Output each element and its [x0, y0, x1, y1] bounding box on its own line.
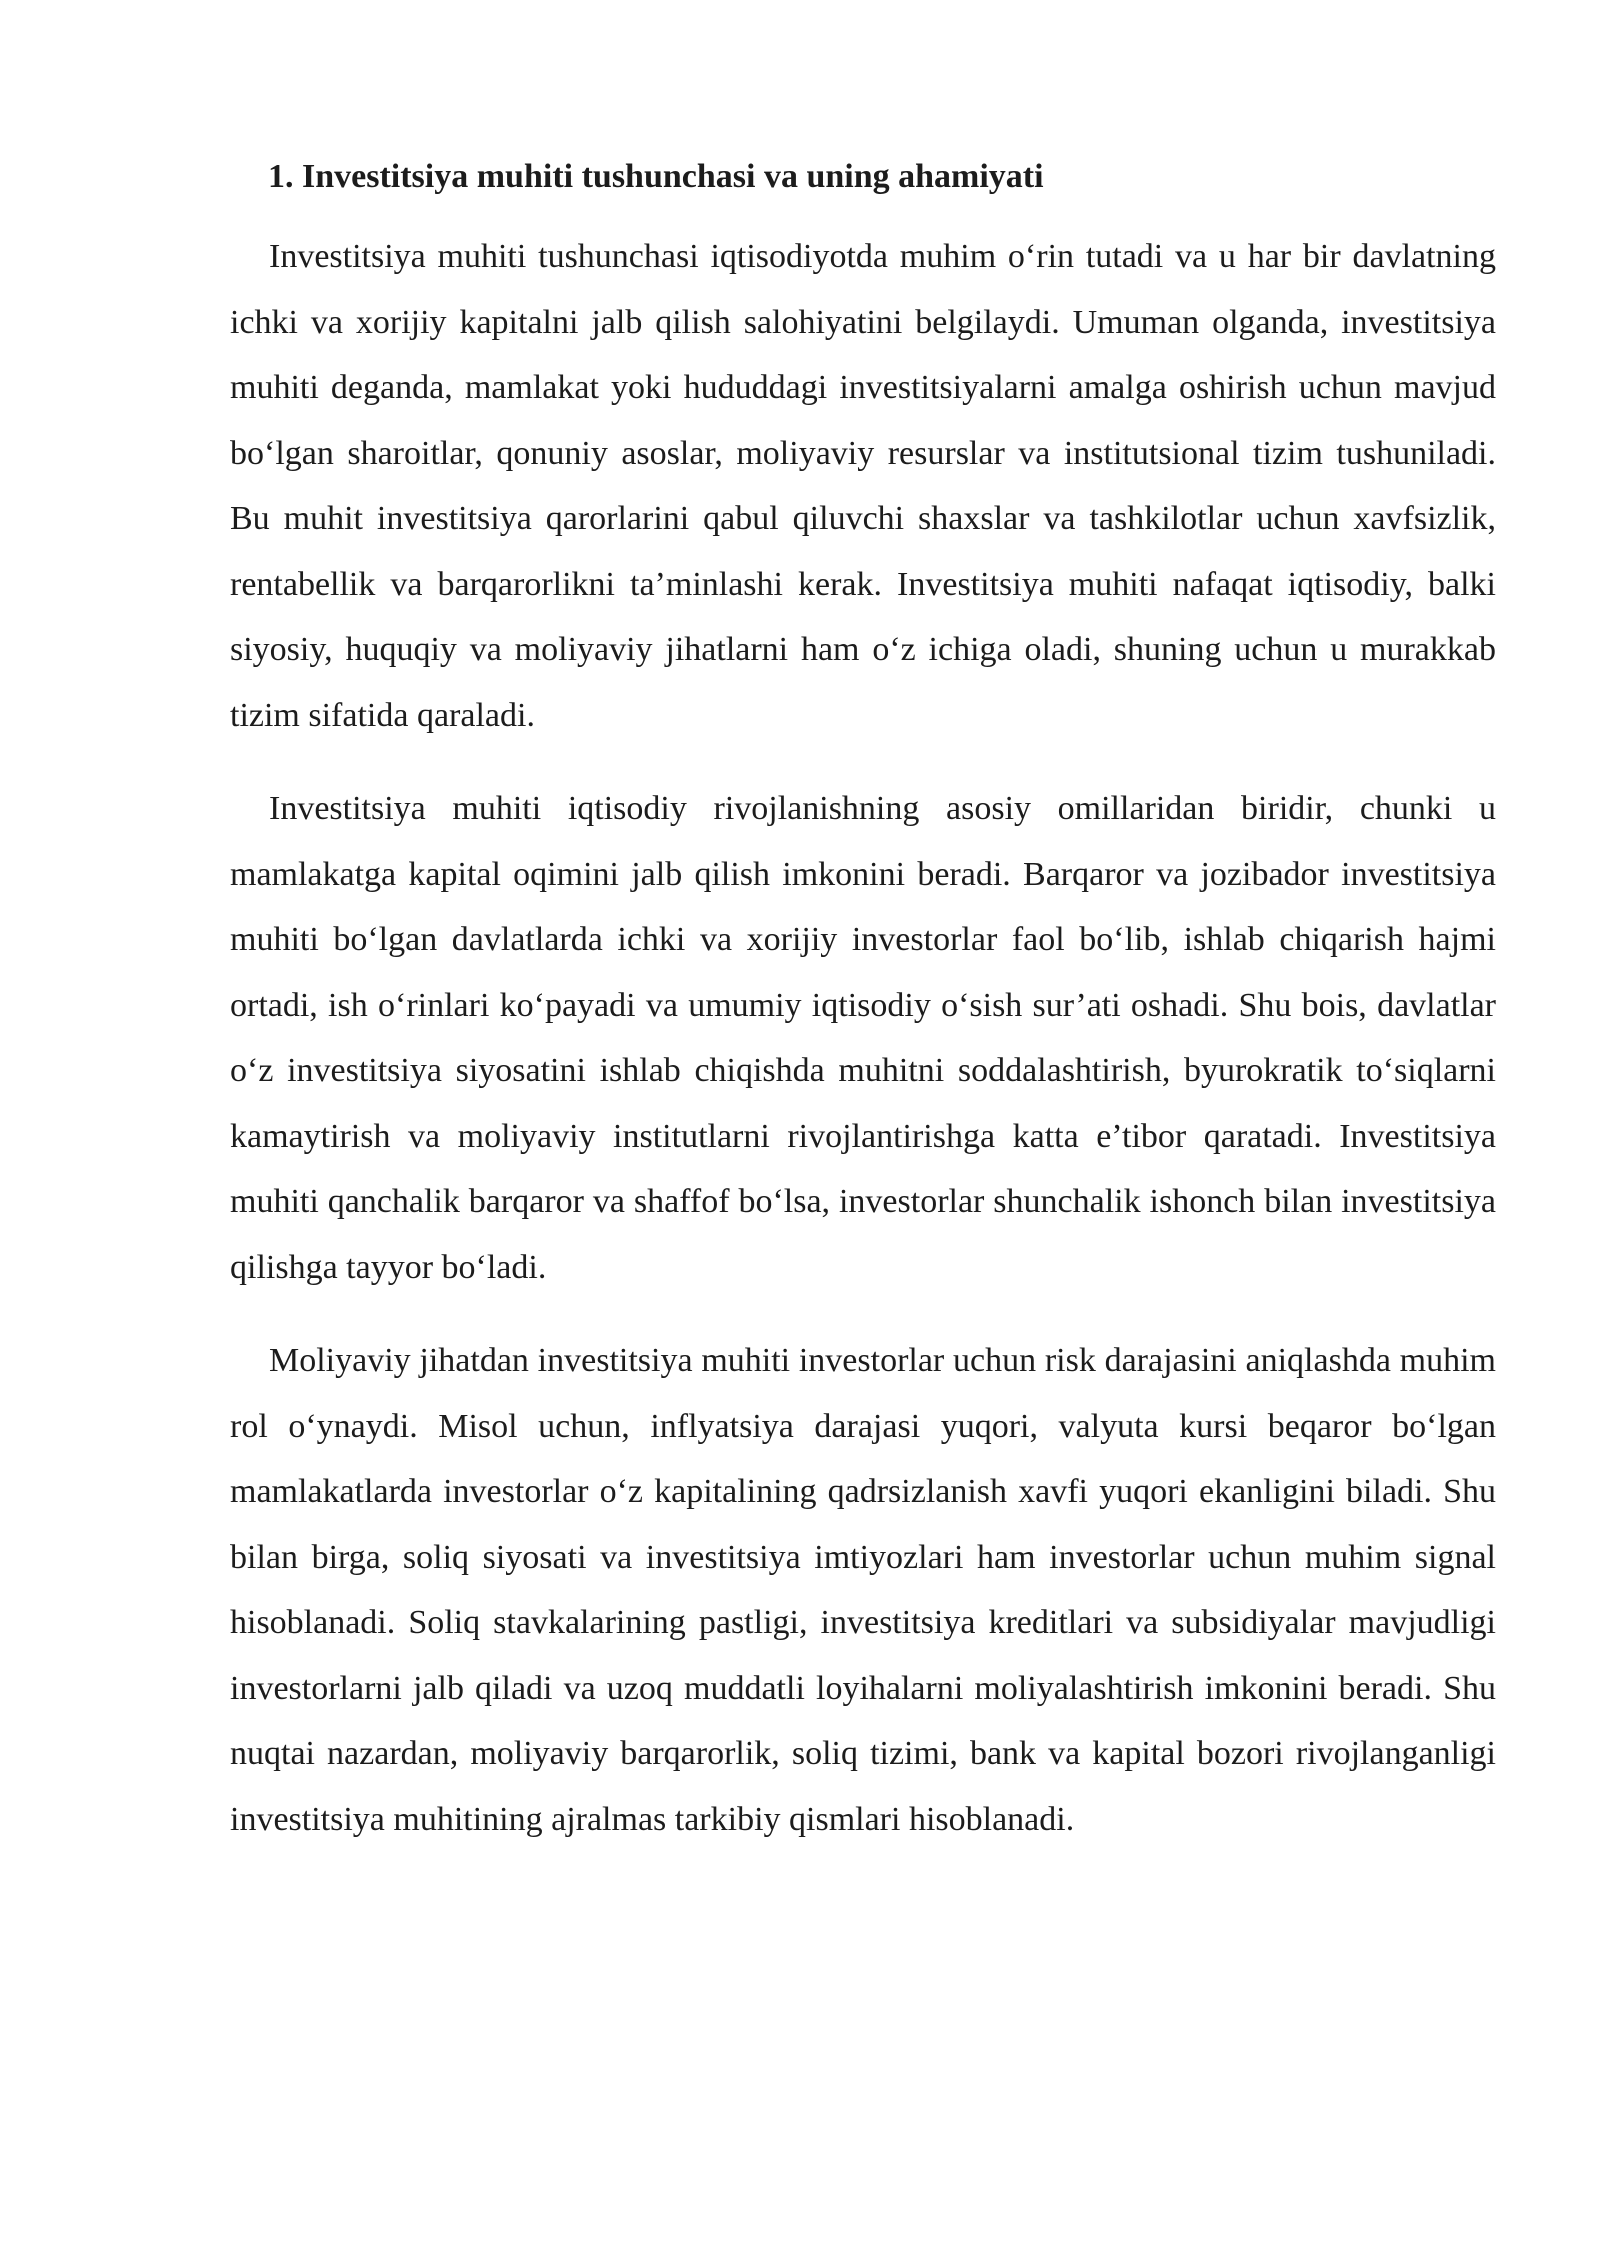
document-body: [230, 150, 1496, 1852]
paragraph-2: Investitsiya muhiti iqtisodiy rivojlanishning asosiy omillaridan biridir, chunki u mamlakatga kapital oqimini jalb qilish imkonini beradi. Barqaror va jozibador investitsiya muhiti bo‘lgan davlatlarda ichki va xorijiy investorlar faol bo‘lib, ishlab chiqarish hajmi ortadi, ish o‘rinlari ko‘payadi va umumiy iqtisodiy o‘sish sur’ati oshadi. Shu bois, davlatlar o‘z investitsiya siyosatini ishlab chiqishda muhitni soddalashtirish, byurokratik to‘siqlarni kamaytirish va moliyaviy institutlarni rivojlantirishga katta e’tibor qaratadi. Investitsiya muhiti qanchalik barqaror va shaffof bo‘lsa, investorlar shunchalik ishonch bilan investitsiya qilishga tayyor bo‘ladi.: [230, 790, 1496, 1286]
section-heading: 1. Investitsiya muhiti tushunchasi va uning ahamiyati: [268, 158, 1044, 195]
paragraph-3: Moliyaviy jihatdan investitsiya muhiti investorlar uchun risk darajasini aniqlashda muhim rol o‘ynaydi. Misol uchun, inflyatsiya darajasi yuqori, valyuta kursi beqaror bo‘lgan mamlakatlarda investorlar o‘z kapitalining qadrsizlanish xavfi yuqori ekanligini biladi. Shu bilan birga, soliq siyosati va investitsiya imtiyozlari ham investorlar uchun muhim signal hisoblanadi. Soliq stavkalarining pastligi, investitsiya kreditlari va subsidiyalar mavjudligi investorlarni jalb qiladi va uzoq muddatli loyihalarni moliyalashtirish imkonini beradi. Shu nuqtai nazardan, moliyaviy barqarorlik, soliq tizimi, bank va kapital bozori rivojlanganligi investitsiya muhitining ajralmas tarkibiy qismlari hisoblanadi.: [230, 1342, 1496, 1838]
paragraph-1: Investitsiya muhiti tushunchasi iqtisodiyotda muhim o‘rin tutadi va u har bir davlatning ichki va xorijiy kapitalni jalb qilish salohiyatini belgilaydi. Umuman olganda, investitsiya muhiti deganda, mamlakat yoki hududdagi investitsiyalarni amalga oshirish uchun mavjud bo‘lgan sharoitlar, qonuniy asoslar, moliyaviy resurslar va institutsional tizim tushuniladi. Bu muhit investitsiya qarorlarini qabul qiluvchi shaxslar va tashkilotlar uchun xavfsizlik, rentabellik va barqarorlikni ta’minlashi kerak. Investitsiya muhiti nafaqat iqtisodiy, balki siyosiy, huquqiy va moliyaviy jihatlarni ham o‘z ichiga oladi, shuning uchun u murakkab tizim sifatida qaraladi.: [230, 238, 1496, 734]
